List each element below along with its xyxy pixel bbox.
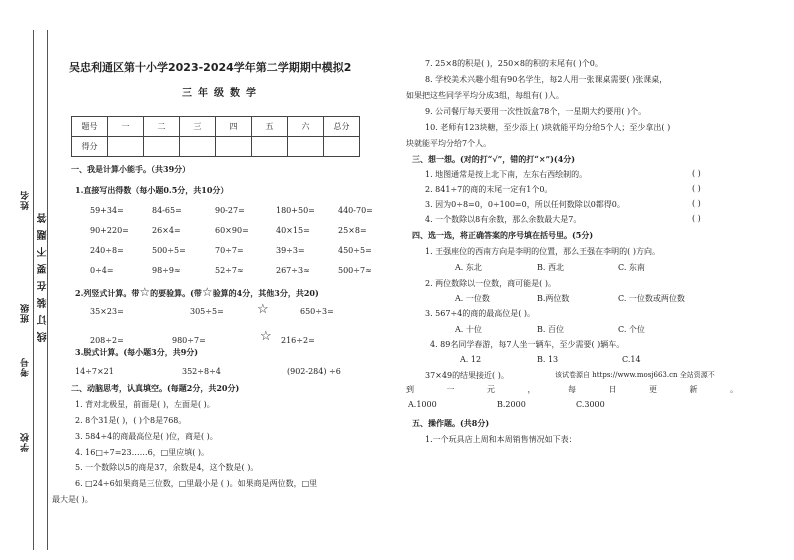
section-4-heading: 四、选一选，将正确答案的序号填在括号里。(5分) bbox=[412, 230, 594, 240]
fill-question: 6. □24÷6如果商是三位数，□里最小是 ( )。如果商是两位数，□里 bbox=[75, 479, 318, 488]
choice-question: 1. 王强座位的西南方向是李明的位置，那么王强在李明的( )方向。 bbox=[425, 247, 660, 256]
answer-bracket[interactable]: ( ) bbox=[692, 199, 701, 208]
school-label: 学校 bbox=[21, 432, 31, 452]
true-false-item: 4. 一个数除以8有余数，那么余数最大是7。 bbox=[425, 215, 582, 224]
score-cell: 题号 bbox=[72, 117, 108, 137]
heading-part: 2.列竖式计算。带 bbox=[75, 288, 140, 298]
mixed-calc-item: 14÷7×21 bbox=[75, 367, 114, 376]
choice-option: C.14 bbox=[622, 355, 641, 364]
heading-part: 的要验算。(带 bbox=[150, 288, 202, 298]
oral-item: 0÷4= bbox=[90, 266, 114, 275]
oral-item: 70÷7= bbox=[215, 246, 244, 255]
score-cell: 五 bbox=[252, 117, 288, 137]
choice-option: C. 一位数或两位数 bbox=[618, 294, 685, 303]
fill-question: 3. 584÷4的商最高位是( )位，商是( )。 bbox=[75, 432, 218, 441]
name-label: 姓名 bbox=[21, 190, 31, 210]
watermark-char: 新 bbox=[689, 385, 698, 394]
score-cell: 三 bbox=[180, 117, 216, 137]
oral-item: 39÷3= bbox=[276, 246, 305, 255]
fill-question: 1. 背对北极星，前面是( )，左面是( )。 bbox=[75, 400, 215, 409]
class-label: 班级 bbox=[21, 303, 31, 323]
score-cell: 一 bbox=[108, 117, 144, 137]
oral-item: 440-70= bbox=[338, 206, 373, 215]
watermark-char: 到 bbox=[406, 385, 414, 394]
section-5-heading: 五、操作题。(共8分) bbox=[412, 418, 490, 428]
choice-option: A. 东北 bbox=[455, 263, 482, 272]
mixed-calc-item: 352÷8÷4 bbox=[182, 367, 221, 376]
true-false-item: 2. 841÷7的商的末尾一定有1个0。 bbox=[425, 185, 553, 194]
fill-question: 9. 公司餐厅每天要用一次性饭盒78个，一星期大约要用( )个。 bbox=[425, 107, 647, 116]
score-input-cell[interactable] bbox=[288, 137, 324, 157]
choice-question: 2. 两位数除以一位数，商可能是( )。 bbox=[425, 279, 556, 288]
score-cell: 二 bbox=[144, 117, 180, 137]
exam-subtitle: 三年级数学 bbox=[182, 88, 262, 99]
score-input-cell[interactable] bbox=[180, 137, 216, 157]
oral-item: 52÷7≈ bbox=[215, 266, 244, 275]
score-input-cell[interactable] bbox=[252, 137, 288, 157]
score-input-cell[interactable] bbox=[216, 137, 252, 157]
score-table bbox=[71, 116, 360, 157]
choice-option: B. 百位 bbox=[537, 325, 564, 334]
score-input-cell[interactable] bbox=[108, 137, 144, 157]
binding-line-left bbox=[33, 30, 34, 550]
mixed-calc-item: (902-284) ÷6 bbox=[287, 367, 341, 376]
id-label: 考号 bbox=[21, 357, 31, 377]
fill-question: 块就能平均分给7个人。 bbox=[406, 139, 492, 148]
score-cell: 得分 bbox=[72, 137, 108, 157]
oral-item: 90-27= bbox=[215, 206, 245, 215]
fill-question: 最大是( )。 bbox=[52, 495, 93, 504]
score-cell: 四 bbox=[216, 117, 252, 137]
choice-question: 4. 89名同学春游，每7人坐一辆车，至少需要( )辆车。 bbox=[430, 340, 625, 349]
oral-item: 180+50= bbox=[276, 206, 315, 215]
true-false-item: 3. 因为0÷8=0，0÷100=0，所以任何数除以0都得0。 bbox=[425, 200, 625, 209]
vertical-calc-item: 208÷2= bbox=[90, 336, 124, 345]
choice-question: 37×49的结果接近( )。 bbox=[425, 371, 509, 380]
choice-option: A. 十位 bbox=[455, 325, 482, 334]
fill-question: 5. 一个数除以5的商是37，余数是4，这个数是( )。 bbox=[75, 463, 259, 472]
star-icon: ☆ bbox=[139, 285, 151, 299]
score-cell: 总分 bbox=[324, 117, 360, 137]
oral-item: 84-65= bbox=[152, 206, 182, 215]
choice-option: B.2000 bbox=[497, 400, 526, 409]
oral-item: 40×15= bbox=[276, 226, 310, 235]
choice-option: C. 东南 bbox=[618, 263, 645, 272]
watermark-char: 。 bbox=[730, 385, 738, 394]
watermark-text: 该试卷源自 https://www.mosj663.cn 全站资源不 bbox=[555, 371, 715, 379]
section-2-heading: 二、动脑思考，认真填空。(每题2分，共20分) bbox=[71, 383, 240, 393]
oral-item: 267÷3≈ bbox=[276, 266, 310, 275]
seal-warning-text: 线订装在要不题答 bbox=[38, 206, 49, 342]
oral-item: 500÷7≈ bbox=[338, 266, 372, 275]
operation-question: 1.一个玩具店上周和本周销售情况如下表： bbox=[425, 435, 577, 444]
fill-question: 10. 老师有123块糖，至少添上( )块就能平均分给5个人；至少拿出( ) bbox=[425, 123, 671, 132]
oral-item: 500÷5= bbox=[152, 246, 186, 255]
star-icon: ☆ bbox=[260, 329, 272, 344]
watermark-char: 一 bbox=[446, 385, 455, 394]
vertical-calc-item: 650÷3= bbox=[300, 307, 334, 316]
heading-part: 验算的4分，其他3分，共20) bbox=[212, 288, 319, 298]
answer-bracket[interactable]: ( ) bbox=[692, 184, 701, 193]
watermark-line bbox=[406, 384, 738, 395]
oral-item: 98÷9≈ bbox=[152, 266, 181, 275]
fill-question: 如果把这些同学平均分成3组，每组有( )人。 bbox=[406, 91, 564, 100]
watermark-char: 日 bbox=[608, 385, 617, 394]
vertical-calc-item: 305÷5= bbox=[190, 307, 224, 316]
fill-question: 7. 25×8的积是( )，250×8的积的末尾有( )个0。 bbox=[425, 59, 603, 68]
oral-item: 240÷8= bbox=[90, 246, 124, 255]
section-1-3-heading: 3.脱式计算。(每小题3分，共9分) bbox=[75, 347, 199, 357]
score-input-cell[interactable] bbox=[144, 137, 180, 157]
vertical-calc-item: 35×23= bbox=[90, 307, 124, 316]
vertical-calc-item: 980÷7= bbox=[172, 336, 206, 345]
vertical-calc-item: 216÷2= bbox=[281, 336, 315, 345]
choice-option: A.1000 bbox=[408, 400, 437, 409]
watermark-char: 更 bbox=[649, 385, 657, 394]
score-cell: 六 bbox=[288, 117, 324, 137]
score-input-cell[interactable] bbox=[324, 137, 360, 157]
choice-option: A. 一位数 bbox=[455, 294, 490, 303]
watermark-char: ， bbox=[527, 385, 536, 394]
choice-option: A. 12 bbox=[460, 355, 482, 364]
fill-question: 2. 8个31是( )，( )个8是768。 bbox=[75, 416, 187, 425]
watermark-char: 元 bbox=[487, 385, 495, 394]
section-1-1-heading: 1.直接写出得数（每小题0.5分，共10分） bbox=[75, 185, 229, 195]
answer-bracket[interactable]: ( ) bbox=[692, 169, 701, 178]
section-3-heading: 三、想一想。(对的打“√”，错的打“×”)(4分) bbox=[412, 154, 576, 164]
choice-option: B.两位数 bbox=[537, 294, 570, 303]
star-icon: ☆ bbox=[257, 302, 269, 317]
choice-option: C. 个位 bbox=[618, 325, 645, 334]
true-false-item: 1. 地图通常是按上北下南，左东右西绘制的。 bbox=[425, 170, 588, 179]
answer-bracket[interactable]: ( ) bbox=[692, 214, 701, 223]
oral-item: 90+220= bbox=[90, 226, 129, 235]
section-1-heading: 一、我是计算小能手。（共39分） bbox=[71, 164, 191, 174]
score-table-score-row bbox=[72, 137, 360, 157]
exam-title: 吴忠利通区第十小学2023-2024学年第二学期期中模拟2 bbox=[69, 61, 352, 74]
section-1-2-heading bbox=[75, 285, 319, 299]
choice-option: C.3000 bbox=[576, 400, 605, 409]
oral-item: 450÷5= bbox=[338, 246, 372, 255]
oral-item: 26×4= bbox=[152, 226, 181, 235]
oral-item: 60×90= bbox=[215, 226, 249, 235]
choice-question: 3. 567÷4的商的最高位是( )。 bbox=[425, 309, 536, 318]
watermark-char: 每 bbox=[568, 385, 576, 394]
star-icon: ☆ bbox=[201, 285, 213, 299]
choice-option: B. 13 bbox=[537, 355, 559, 364]
fill-question: 8. 学校美术兴趣小组有90名学生，每2人用一张课桌需要( )张课桌， bbox=[425, 75, 668, 84]
oral-item: 25×8= bbox=[338, 226, 367, 235]
score-table-header-row bbox=[72, 117, 360, 137]
fill-question: 4. 16□÷7=23……6，□里应填( )。 bbox=[75, 448, 210, 457]
oral-item: 59+34= bbox=[90, 206, 124, 215]
choice-option: B. 西北 bbox=[537, 263, 564, 272]
